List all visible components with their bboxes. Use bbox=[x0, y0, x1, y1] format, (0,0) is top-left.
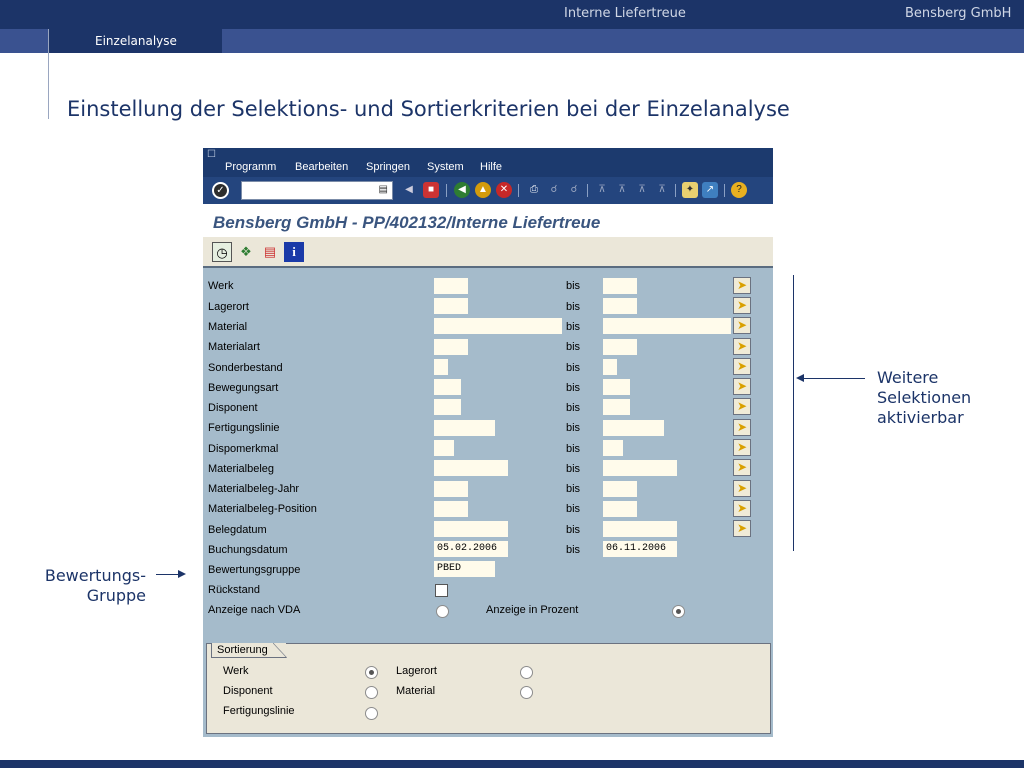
rueckstand-checkbox[interactable] bbox=[435, 584, 448, 597]
bis-label: bis bbox=[566, 280, 581, 292]
sap-menubar bbox=[203, 148, 773, 177]
menu-programm[interactable]: Programm bbox=[225, 161, 277, 173]
annotation-left-line1: Bewertungs- bbox=[44, 566, 146, 585]
sort-fertigungslinie-radio[interactable] bbox=[365, 707, 378, 720]
cancel-icon[interactable]: ✕ bbox=[496, 182, 512, 198]
bis-label: bis bbox=[566, 362, 581, 374]
lagerort-to-input[interactable] bbox=[603, 298, 637, 314]
sort-disponent-radio[interactable] bbox=[365, 686, 378, 699]
sortierung-title: Sortierung bbox=[211, 643, 286, 658]
slide-footer-bar bbox=[0, 760, 1024, 768]
sap-title-area bbox=[203, 204, 773, 237]
save-variant-icon[interactable]: ▤ bbox=[263, 244, 277, 259]
multiple-selection-arrow-icon[interactable]: ➤ bbox=[733, 358, 751, 375]
label-werk: Werk bbox=[208, 280, 234, 292]
header-company: Bensberg GmbH bbox=[905, 6, 1012, 21]
label-materialbeleg: Materialbeleg bbox=[208, 463, 275, 475]
annotation-right bbox=[877, 368, 971, 428]
belegdatum-to-input[interactable] bbox=[603, 521, 677, 537]
menu-bearbeiten[interactable]: Bearbeiten bbox=[295, 161, 349, 173]
buchungsdatum-from-input[interactable]: 05.02.2006 bbox=[434, 541, 508, 557]
execute-clock-icon[interactable]: ◷ bbox=[212, 242, 232, 262]
multiple-selection-arrow-icon[interactable]: ➤ bbox=[733, 419, 751, 436]
shortcut-icon[interactable]: ↗ bbox=[702, 182, 718, 198]
multiple-selection-arrow-icon[interactable]: ➤ bbox=[733, 297, 751, 314]
print-icon[interactable]: ⎙ bbox=[530, 184, 538, 195]
multiple-selection-arrow-icon[interactable]: ➤ bbox=[733, 480, 751, 497]
bis-label: bis bbox=[566, 382, 581, 394]
label-fertigungslinie: Fertigungslinie bbox=[208, 422, 280, 434]
dispomerkmal-to-input[interactable] bbox=[603, 440, 623, 456]
sort-label-lagerort: Lagerort bbox=[396, 665, 437, 677]
last-page-icon[interactable]: ⊼ bbox=[658, 184, 666, 195]
label-disponent: Disponent bbox=[208, 402, 258, 414]
menu-system[interactable]: System bbox=[427, 161, 464, 173]
slide-subheader-bar bbox=[0, 29, 1024, 53]
multiple-selection-arrow-icon[interactable]: ➤ bbox=[733, 317, 751, 334]
slide-title: Einstellung der Selektions- und Sortierkriterien bei der Einzelanalyse bbox=[67, 97, 790, 121]
window-menu-icon[interactable]: ☐ bbox=[207, 149, 216, 160]
werk-to-input[interactable] bbox=[603, 278, 637, 294]
multiple-selection-arrow-icon[interactable]: ➤ bbox=[733, 338, 751, 355]
werk-from-input[interactable] bbox=[434, 278, 468, 294]
bis-label: bis bbox=[566, 301, 581, 313]
command-field[interactable] bbox=[241, 181, 393, 200]
app-title: Bensberg GmbH - PP/402132/Interne Liefertreue bbox=[213, 213, 601, 232]
lagerort-from-input[interactable] bbox=[434, 298, 468, 314]
toolbar-separator bbox=[587, 184, 588, 197]
materialbeleg-jahr-to-input[interactable] bbox=[603, 481, 637, 497]
sap-window bbox=[203, 148, 773, 737]
sort-label-material: Material bbox=[396, 685, 436, 697]
sonderbestand-from-input[interactable] bbox=[434, 359, 448, 375]
sort-label-werk: Werk bbox=[223, 665, 249, 677]
materialart-to-input[interactable] bbox=[603, 339, 637, 355]
disponent-from-input[interactable] bbox=[434, 399, 461, 415]
materialbeleg-position-from-input[interactable] bbox=[434, 501, 468, 517]
sap-standard-toolbar bbox=[203, 177, 773, 204]
materialbeleg-jahr-from-input[interactable] bbox=[434, 481, 468, 497]
command-history-icon[interactable]: ▤ bbox=[378, 184, 388, 195]
belegdatum-from-input[interactable] bbox=[434, 521, 508, 537]
sort-label-fertigungslinie: Fertigungslinie bbox=[223, 705, 295, 717]
label-lagerort: Lagerort bbox=[208, 301, 249, 313]
disponent-to-input[interactable] bbox=[603, 399, 630, 415]
slide-header-bar bbox=[0, 0, 1024, 29]
save-icon[interactable]: ■ bbox=[423, 182, 439, 198]
next-page-icon[interactable]: ⊼ bbox=[638, 184, 646, 195]
bis-label: bis bbox=[566, 422, 581, 434]
label-anzeige-prozent: Anzeige in Prozent bbox=[486, 604, 579, 616]
help-icon[interactable]: ? bbox=[731, 182, 747, 198]
label-materialbeleg-jahr: Materialbeleg-Jahr bbox=[208, 483, 300, 495]
label-materialart: Materialart bbox=[208, 341, 260, 353]
materialbeleg-from-input[interactable] bbox=[434, 460, 508, 476]
fertigungslinie-to-input[interactable] bbox=[603, 420, 664, 436]
annotation-left bbox=[30, 566, 146, 606]
multiple-selection-arrow-icon[interactable]: ➤ bbox=[733, 459, 751, 476]
fertigungslinie-from-input[interactable] bbox=[434, 420, 495, 436]
multiple-selection-arrow-icon[interactable]: ➤ bbox=[733, 277, 751, 294]
bis-label: bis bbox=[566, 443, 581, 455]
enter-check-icon[interactable]: ✓ bbox=[212, 182, 229, 199]
material-from-input[interactable] bbox=[434, 318, 562, 334]
annotation-right-line1: Weitere bbox=[877, 368, 939, 387]
sort-lagerort-radio[interactable] bbox=[520, 666, 533, 679]
label-rueckstand: Rückstand bbox=[208, 584, 260, 596]
bewertungsgruppe-input[interactable]: PBED bbox=[434, 561, 495, 577]
annotation-right-line2: Selektionen bbox=[877, 388, 972, 407]
bis-label: bis bbox=[566, 402, 581, 414]
bis-label: bis bbox=[566, 524, 581, 536]
toolbar-separator bbox=[675, 184, 676, 197]
toolbar-separator bbox=[724, 184, 725, 197]
annotation-left-line2: Gruppe bbox=[86, 586, 146, 605]
bewegungsart-from-input[interactable] bbox=[434, 379, 461, 395]
section-tab-label: Einzelanalyse bbox=[95, 34, 177, 48]
label-anzeige-vda: Anzeige nach VDA bbox=[208, 604, 301, 616]
sort-label-disponent: Disponent bbox=[223, 685, 273, 697]
back-triangle-icon[interactable]: ◀ bbox=[405, 184, 413, 195]
anzeige-prozent-radio[interactable] bbox=[672, 605, 685, 618]
bewegungsart-to-input[interactable] bbox=[603, 379, 630, 395]
header-center-title: Interne Liefertreue bbox=[564, 6, 686, 21]
multiple-selection-arrow-icon[interactable]: ➤ bbox=[733, 398, 751, 415]
bis-label: bis bbox=[566, 321, 581, 333]
find-icon[interactable]: ☌ bbox=[550, 184, 558, 195]
bis-label: bis bbox=[566, 503, 581, 515]
label-sonderbestand: Sonderbestand bbox=[208, 362, 283, 374]
toolbar-separator bbox=[518, 184, 519, 197]
info-icon[interactable]: i bbox=[284, 242, 304, 262]
anzeige-vda-radio[interactable] bbox=[436, 605, 449, 618]
annotation-bracket-line bbox=[793, 275, 794, 551]
bis-label: bis bbox=[566, 544, 581, 556]
find-next-icon[interactable]: ☌ bbox=[570, 184, 578, 195]
label-buchungsdatum: Buchungsdatum bbox=[208, 544, 288, 556]
sap-application-toolbar bbox=[203, 237, 773, 268]
bis-label: bis bbox=[566, 483, 581, 495]
multiple-selection-arrow-icon[interactable]: ➤ bbox=[733, 439, 751, 456]
annotation-arrow-line-left bbox=[156, 574, 178, 575]
label-bewertungsgruppe: Bewertungsgruppe bbox=[208, 564, 301, 576]
sort-werk-radio[interactable] bbox=[365, 666, 378, 679]
arrow-left-icon bbox=[796, 374, 804, 382]
multiple-selection-arrow-icon[interactable]: ➤ bbox=[733, 520, 751, 537]
menu-hilfe[interactable]: Hilfe bbox=[480, 161, 503, 173]
multiple-selection-arrow-icon[interactable]: ➤ bbox=[733, 500, 751, 517]
label-bewegungsart: Bewegungsart bbox=[208, 382, 279, 394]
dispomerkmal-from-input[interactable] bbox=[434, 440, 454, 456]
bis-label: bis bbox=[566, 341, 581, 353]
annotation-right-line3: aktivierbar bbox=[877, 408, 964, 427]
previous-page-icon[interactable]: ⊼ bbox=[618, 184, 626, 195]
exit-icon[interactable]: ▲ bbox=[475, 182, 491, 198]
back-icon[interactable]: ◀ bbox=[454, 182, 470, 198]
arrow-right-icon bbox=[178, 570, 186, 578]
label-dispomerkmal: Dispomerkmal bbox=[208, 443, 279, 455]
menu-springen[interactable]: Springen bbox=[366, 161, 411, 173]
label-belegdatum: Belegdatum bbox=[208, 524, 267, 536]
materialbeleg-to-input[interactable] bbox=[603, 460, 677, 476]
sort-material-radio[interactable] bbox=[520, 686, 533, 699]
create-session-icon[interactable]: ✦ bbox=[682, 182, 698, 198]
sortierung-group bbox=[206, 643, 771, 734]
annotation-arrow-line-right bbox=[803, 378, 865, 379]
multiple-selection-arrow-icon[interactable]: ➤ bbox=[733, 378, 751, 395]
label-materialbeleg-position: Materialbeleg-Position bbox=[208, 503, 317, 515]
sonderbestand-to-input[interactable] bbox=[603, 359, 617, 375]
materialbeleg-position-to-input[interactable] bbox=[603, 501, 637, 517]
bis-label: bis bbox=[566, 463, 581, 475]
buchungsdatum-to-input[interactable]: 06.11.2006 bbox=[603, 541, 677, 557]
first-page-icon[interactable]: ⊼ bbox=[598, 184, 606, 195]
toolbar-separator bbox=[446, 184, 447, 197]
label-material: Material bbox=[208, 321, 248, 333]
decorative-vertical-line bbox=[48, 29, 49, 119]
variant-icon[interactable]: ❖ bbox=[240, 244, 252, 259]
material-to-input[interactable] bbox=[603, 318, 731, 334]
materialart-from-input[interactable] bbox=[434, 339, 468, 355]
